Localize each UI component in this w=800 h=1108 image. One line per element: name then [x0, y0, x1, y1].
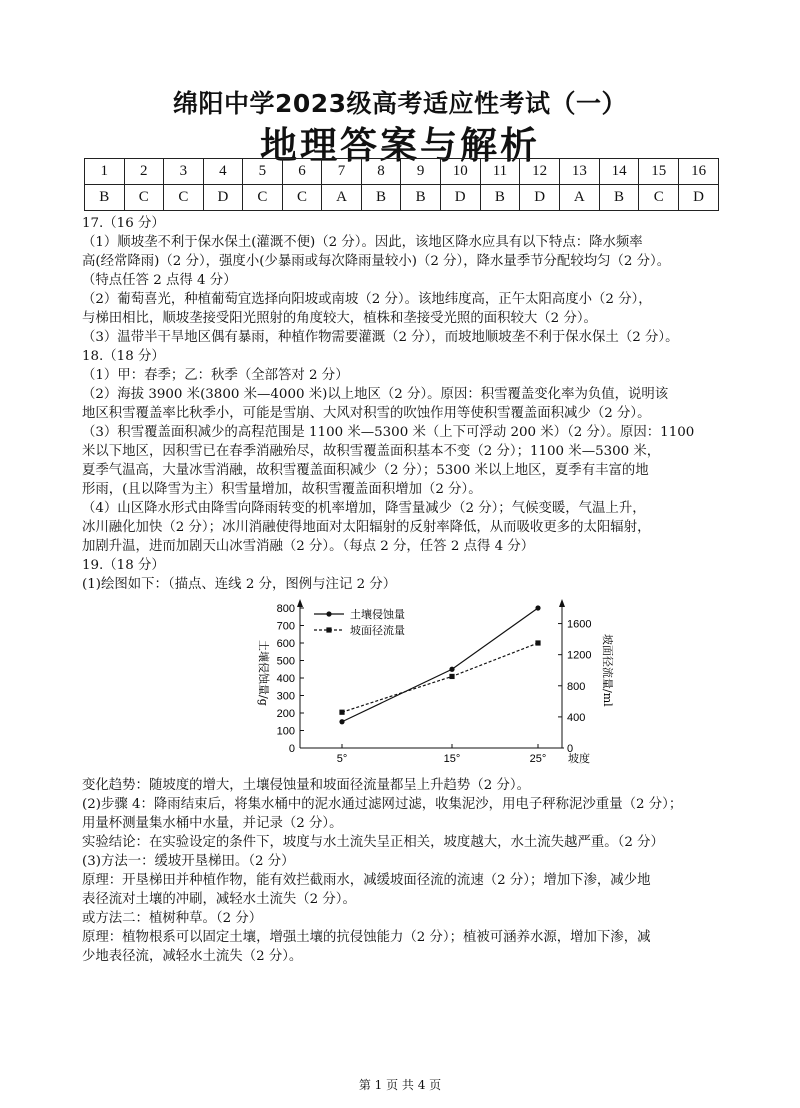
- text-line: (1)绘图如下：（描点、连线 2 分，图例与注记 2 分）: [82, 577, 397, 592]
- right-axis-arrow: [559, 599, 565, 607]
- text-line: 冰川融化加快（2 分）；冰川消融使得地面对太阳辐射的反射率降低，从而吸收更多的太阳辐射，: [82, 520, 651, 535]
- answer-cell: A: [559, 185, 599, 211]
- left-tick-label: 700: [276, 620, 295, 633]
- text-line: 表径流对土壤的冲刷，减轻水土流失（2 分）。: [82, 892, 356, 907]
- slope-erosion-chart: [82, 598, 722, 768]
- legend-label: 坡面径流量: [350, 624, 405, 637]
- text-line: 18.（18 分）: [82, 349, 165, 364]
- left-tick-label: 500: [276, 655, 295, 668]
- question-number-cell: 12: [520, 159, 560, 185]
- answer-cell: B: [361, 185, 401, 211]
- question-number-row: [85, 159, 719, 185]
- chart-container: [82, 598, 722, 774]
- text-line: 高(经常降雨)（2 分），强度小(少暴雨或每次降雨量较小)（2 分），降水量季节分配较均匀（2 分）。: [82, 254, 671, 269]
- left-tick-label: 300: [276, 690, 295, 703]
- text-line: 19.（18 分）: [82, 558, 165, 573]
- answer-table: [84, 158, 719, 211]
- right-tick-label: 400: [567, 711, 586, 724]
- x-tick-label: 5°: [336, 753, 348, 765]
- right-y-axis-label: 坡面径流量/ml: [601, 634, 614, 707]
- text-line: 用量杯测量集水桶中水量，并记录（2 分）。: [82, 816, 343, 831]
- data-point: [339, 710, 344, 715]
- answer-cell: C: [243, 185, 283, 211]
- text-line: 形雨，(且以降雪为主）积雪量增加，故积雪覆盖面积增加（2 分）。: [82, 482, 482, 497]
- data-point: [449, 674, 454, 679]
- exam-title: 绵阳中学2023级高考适应性考试（一）: [172, 89, 628, 118]
- left-tick-label: 400: [276, 673, 295, 685]
- question-number-cell: 15: [639, 159, 679, 185]
- answer-row: [85, 185, 719, 211]
- left-tick-label: 200: [276, 708, 295, 720]
- question-number-cell: 3: [164, 159, 204, 185]
- left-tick-label: 600: [276, 638, 295, 650]
- text-line: (2)步骤 4：降雨结束后，将集水桶中的泥水通过滤网过滤，收集泥沙，用电子秤称泥沙重量（2 分）；: [82, 797, 683, 812]
- right-tick-label: 0: [567, 743, 574, 755]
- text-line: 或方法二：植树种草。（2 分）: [82, 911, 263, 926]
- data-point: [339, 719, 344, 724]
- text-line: （2）葡萄喜光，种植葡萄宜选择向阳坡或南坡（2 分）。该地纬度高，正午太阳高度小（2 分），: [82, 292, 652, 307]
- text-line: 原理：开垦梯田并种植作物，能有效拦截雨水，减缓坡面径流的流速（2 分）；增加下渗，减少地: [82, 873, 651, 888]
- right-tick-label: 800: [567, 680, 586, 693]
- question-number-cell: 11: [480, 159, 520, 185]
- legend-label: 土壤侵蚀量: [350, 608, 405, 621]
- answer-cell: C: [282, 185, 322, 211]
- left-tick-label: 800: [276, 603, 295, 615]
- text-line: 实验结论：在实验设定的条件下，坡度与水土流失呈正相关，坡度越大，水土流失越严重。（2 分）: [82, 835, 664, 850]
- text-line: 少地表径流，减轻水土流失（2 分）。: [82, 949, 303, 964]
- answer-cell: B: [480, 185, 520, 211]
- text-line: 与梯田相比，顺坡垄接受阳光照射的角度较大，植株和垄接受光照的面积较大（2 分）。: [82, 311, 597, 326]
- page-footer: 第 1 页 共 4 页: [358, 1078, 442, 1092]
- text-line: 原理：植物根系可以固定土壤，增强土壤的抗侵蚀能力（2 分）；植被可涵养水源，增加下渗，减: [82, 930, 651, 945]
- x-axis-label: 坡度: [568, 752, 590, 765]
- text-line: （1）顺坡垄不利于保水保土(灌溉不便)（2 分）。因此，该地区降水应具有以下特点：降水频率: [82, 235, 643, 250]
- data-point: [535, 605, 540, 610]
- text-line: （1）甲：春季；乙：秋季（全部答对 2 分）: [82, 368, 349, 383]
- text-line: （3）温带半干旱地区偶有暴雨，种植作物需要灌溉（2 分），而坡地顺坡垄不利于保水保土（2 分）。: [82, 330, 679, 345]
- question-number-cell: 1: [85, 159, 125, 185]
- legend-marker: [326, 627, 331, 632]
- right-tick-label: 1600: [567, 618, 592, 631]
- text-line: 变化趋势：随坡度的增大，土壤侵蚀量和坡面径流量都呈上升趋势（2 分）。: [82, 778, 530, 793]
- data-point: [535, 640, 540, 645]
- text-line: 米以下地区，因积雪已在春季消融殆尽，故积雪覆盖面积基本不变（2 分）；1100 米—5300 米，: [82, 444, 661, 459]
- answer-cell: A: [322, 185, 362, 211]
- left-tick-label: 0: [288, 743, 295, 755]
- text-line: 17.（16 分）: [82, 216, 165, 231]
- question-number-cell: 8: [361, 159, 401, 185]
- question-number-cell: 2: [124, 159, 164, 185]
- x-tick-label: 25°: [529, 753, 547, 765]
- right-tick-label: 1200: [567, 649, 592, 662]
- answer-cell: D: [203, 185, 243, 211]
- text-line: （特点任答 2 点得 4 分）: [82, 273, 237, 288]
- explanations-top: [82, 214, 722, 594]
- series-line: [342, 643, 538, 712]
- answer-cell: C: [124, 185, 164, 211]
- x-tick-label: 15°: [443, 753, 461, 765]
- text-line: （2）海拔 3900 米(3800 米—4000 米)以上地区（2 分）。原因：积雪覆盖变化率为负值，说明该: [82, 387, 669, 402]
- answer-title: 地理答案与解析: [260, 124, 540, 167]
- question-number-cell: 13: [559, 159, 599, 185]
- left-tick-label: 100: [276, 725, 295, 738]
- text-line: 加剧升温，进而加剧天山冰雪消融（2 分）。（每点 2 分，任答 2 点得 4 分）: [82, 539, 535, 554]
- data-point: [449, 667, 454, 672]
- explanations-bottom: [82, 776, 722, 966]
- text-line: 地区积雪覆盖率比秋季小，可能是雪崩、大风对积雪的吹蚀作用等使积雪覆盖面积减少（2 分）。: [82, 406, 651, 421]
- question-number-cell: 5: [243, 159, 283, 185]
- text-line: （4）山区降水形式由降雪向降雨转变的机率增加，降雪量减少（2 分）；气候变暖，气温上升，: [82, 501, 646, 516]
- question-number-cell: 7: [322, 159, 362, 185]
- answer-cell: D: [679, 185, 719, 211]
- answer-cell: B: [85, 185, 125, 211]
- answer-cell: D: [520, 185, 560, 211]
- question-number-cell: 16: [679, 159, 719, 185]
- answer-content: [82, 214, 722, 966]
- text-line: (3)方法一：缓坡开垦梯田。（2 分）: [82, 854, 295, 869]
- text-line: 夏季气温高，大量冰雪消融，故积雪覆盖面积减少（2 分）；5300 米以上地区，夏季有丰富的地: [82, 463, 649, 478]
- question-number-cell: 14: [599, 159, 639, 185]
- answer-cell: B: [599, 185, 639, 211]
- text-line: （3）积雪覆盖面积减少的高程范围是 1100 米—5300 米（上下可浮动 200 米）（2 分）。原因：1100: [82, 425, 695, 440]
- legend-marker: [326, 611, 331, 616]
- answer-cell: D: [440, 185, 480, 211]
- question-number-cell: 10: [440, 159, 480, 185]
- answer-cell: C: [164, 185, 204, 211]
- answer-cell: B: [401, 185, 441, 211]
- left-y-axis-label: 土壤侵蚀量/g: [257, 640, 270, 706]
- left-axis-arrow: [297, 599, 303, 607]
- answer-cell: C: [639, 185, 679, 211]
- question-number-cell: 6: [282, 159, 322, 185]
- question-number-cell: 4: [203, 159, 243, 185]
- question-number-cell: 9: [401, 159, 441, 185]
